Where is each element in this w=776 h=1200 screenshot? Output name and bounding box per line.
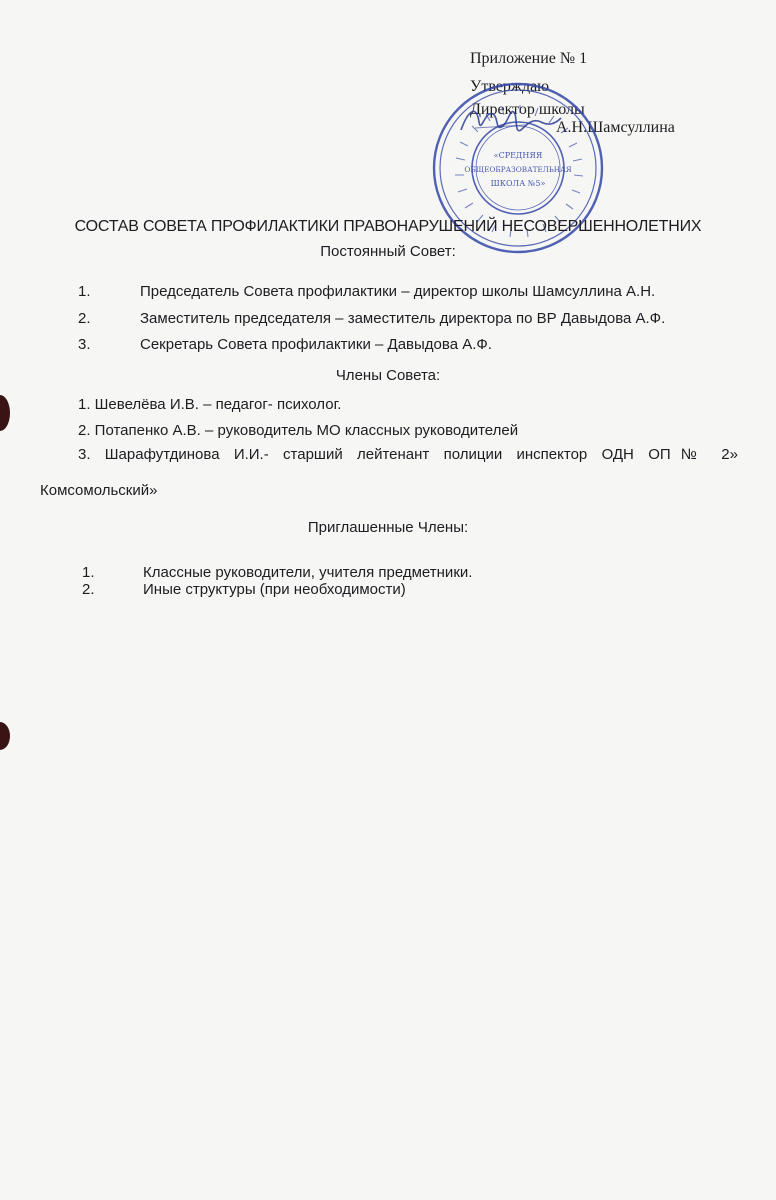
director-label: Директор школы [470,101,585,118]
permanent-council-heading: Постоянный Совет: [320,243,456,260]
list-number: 2. [82,581,95,598]
member-item-1: 1. Шевелёва И.В. – педагог- психолог. [78,396,342,413]
stamp-line-1: «СРЕДНЯЯ [493,151,543,160]
list-number: 1. [78,283,91,300]
punch-hole-bottom [0,722,10,750]
stamp-line-2: ОБЩЕОБРАЗОВАТЕЛЬНАЯ [464,165,572,174]
appendix-label: Приложение № 1 [470,50,588,67]
list-number: 2. [78,310,91,327]
member-item-3-line-2: Комсомольский» [40,482,158,499]
document-title: СОСТАВ СОВЕТА ПРОФИЛАКТИКИ ПРАВОНАРУШЕНИЙ НЕСОВЕРШЕННОЛЕТНИХ [74,218,702,235]
stamp-line-3: ШКОЛА №5» [490,179,546,188]
list-item-text: Заместитель председателя – заместитель директора по ВР Давыдова А.Ф. [140,310,666,327]
list-item-text: Классные руководители, учителя предметники. [143,564,473,581]
director-name: А.Н.Шамсуллина [556,119,675,136]
punch-hole-top [0,395,10,431]
member-item-3-line-1: 3. Шарафутдинова И.И.- старший лейтенант полиции инспектор ОДН ОП№ 2» [78,446,738,463]
director-signature [455,100,565,140]
list-number: 1. [82,564,95,581]
approve-label: Утверждаю [470,78,550,95]
list-item-text: Иные структуры (при необходимости) [143,581,406,598]
list-item-text: Председатель Совета профилактики – директор школы Шамсуллина А.Н. [140,283,656,300]
members-heading: Члены Совета: [335,367,441,384]
list-item-text: Секретарь Совета профилактики – Давыдова А.Ф. [140,336,492,353]
member-item-2: 2. Потапенко А.В. – руководитель МО классных руководителей [78,422,519,439]
invited-heading: Приглашенные Члены: [307,519,469,536]
list-number: 3. [78,336,91,353]
